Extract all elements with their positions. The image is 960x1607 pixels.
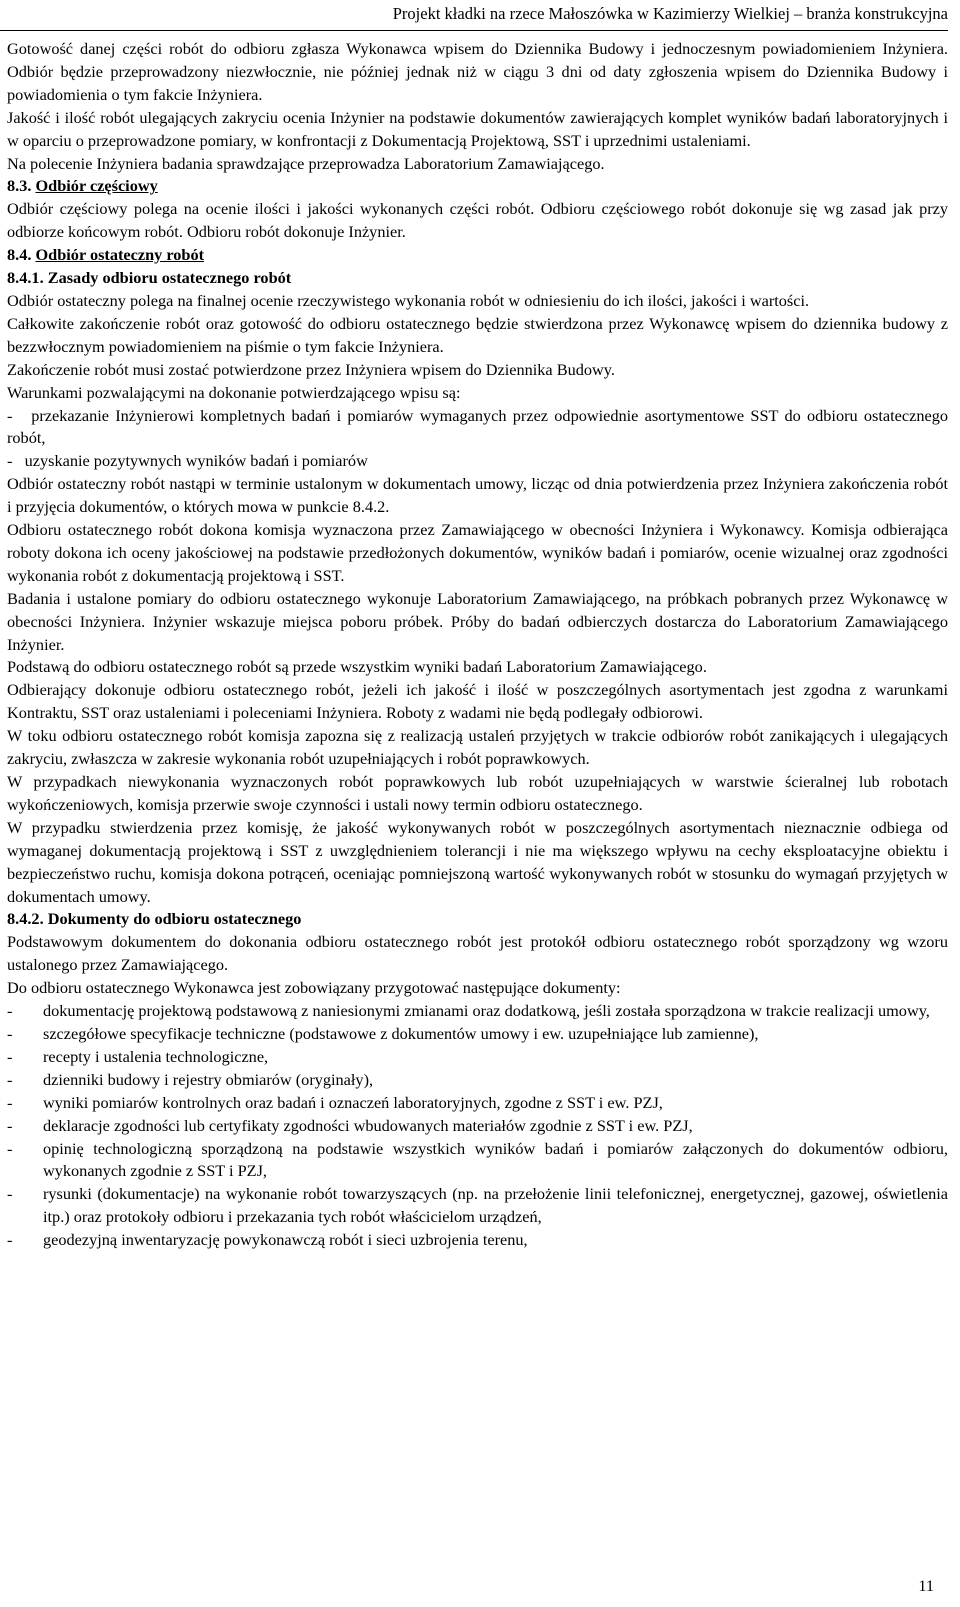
section-heading-8-4-1 [7,267,948,290]
document-list-item: - dzienniki budowy i rejestry obmiarów (oryginały), [7,1069,948,1092]
section-title: Zasady odbioru ostatecznego robót [47,268,292,288]
list-item-text: rysunki (dokumentacje) na wykonanie robót towarzyszących (np. na przełożenie linii telefonicznej, energetycznej, gazowej, oświetlenia itp.) oraz protokoły odbioru i przekazania tych robót właścicielom urządzeń, [43,1184,948,1227]
document-list-item: - deklaracje zgodności lub certyfikaty zgodności wbudowanych materiałów zgodnie z SST i ew. PZJ, [7,1115,948,1138]
paragraph: Badania i ustalone pomiary do odbioru ostatecznego wykonuje Laboratorium Zamawiającego, na próbkach pobranych przez Wykonawcę w obecności Inżyniera. Inżynier wskazuje miejsca poboru próbek. Próby do badań odbierczych dostarcza do Laboratorium Zamawiającego Inżynier. [7,588,948,654]
section-heading-8-3 [7,175,948,198]
section-title: Dokumenty do odbioru ostatecznego [47,909,302,929]
paragraph: Gotowość danej części robót do odbioru zgłasza Wykonawca wpisem do Dziennika Budowy i jednoczesnym powiadomieniem Inżyniera. Odbiór będzie przeprowadzony niezwłocznie, nie później jednak niż w ciągu 3 dni od daty zgłoszenia wpisem do Dziennika Budowy i powiadomienia o tym fakcie Inżyniera. [7,39,948,104]
paragraph: Odbiór ostateczny robót nastąpi w terminie ustalonym w dokumentach umowy, licząc od dnia potwierdzenia przez Inżyniera zakończenia robót i przyjęcia dokumentów, o których mowa w punkcie 8.4.2. [7,474,948,517]
condition-item: - uzyskanie pozytywnych wyników badań i pomiarów [7,451,368,471]
document-list-item: - wyniki pomiarów kontrolnych oraz badań i oznaczeń laboratoryjnych, zgodne z SST i ew. PZJ, [7,1092,948,1115]
list-item-text: deklaracje zgodności lub certyfikaty zgodności wbudowanych materiałów zgodnie z SST i ew. PZJ, [43,1115,693,1135]
paragraph: W toku odbioru ostatecznego robót komisja zapozna się z realizacją ustaleń przyjętych w trakcie odbiorów robót zanikających i ulegających zakryciu, zwłaszcza w zakresie wykonania robót uzupełniających i robót poprawkowych. [7,726,948,769]
list-item-text: dokumentację projektową podstawową z naniesionymi zmianami oraz dodatkową, jeśli została sporządzona w trakcie realizacji umowy, [43,1001,930,1021]
list-item-text: szczegółowe specyfikacje techniczne (podstawowe z dokumentów umowy i ew. uzupełniające lub zamienne), [43,1023,759,1043]
section-number: 8.3. [7,176,32,196]
section-title: Odbiór ostateczny robót [35,245,205,265]
document-list-item: - geodezyjną inwentaryzację powykonawczą robót i sieci uzbrojenia terenu, [7,1229,948,1252]
condition-text: przekazanie Inżynierowi kompletnych badań i pomiarów wymaganych przez odpowiednie asortymentowe SST do odbioru ostatecznego robót, [7,405,948,448]
section-heading-8-4-2 [7,908,948,931]
paragraph: Jakość i ilość robót ulegających zakryciu ocenia Inżynier na podstawie dokumentów zawierających komplet wyników badań laboratoryjnych i w oparciu o przeprowadzone pomiary, w konfrontacji z Dokumentacją Projektową, SST i uprzednimi ustaleniami. [7,107,948,150]
paragraph: Zakończenie robót musi zostać potwierdzone przez Inżyniera wpisem do Dziennika Budowy. [7,359,615,379]
page-header [0,2,948,31]
section-number: 8.4.1. [7,268,44,288]
paragraph: W przypadku stwierdzenia przez komisję, że jakość wykonywanych robót w poszczególnych asortymentach nieznacznie odbiega od wymaganej dokumentacją projektową i SST z uwzględnieniem tolerancji i nie ma większego wpływu na cechy eksploatacyjne obiektu i bezpieczeństwo ruchu, komisja dokona potrąceń, oceniając pomniejszoną wartość wykonywanych robót w stosunku do wymagań przyjętych w dokumentach umowy. [7,817,948,906]
document-list-item: - recepty i ustalenia technologiczne, [7,1046,948,1069]
paragraph: W przypadkach niewykonania wyznaczonych robót poprawkowych lub robót uzupełniających w warstwie ścieralnej lub robotach wykończeniowych, komisja przerwie swoje czynności i ustali nowy termin odbioru ostatecznego. [7,772,948,814]
document-list-item: - opinię technologiczną sporządzoną na podstawie wszystkich wyników badań i pomiarów załączonych do dokumentów odbioru, wykonanych zgodnie z SST i PZJ, [7,1138,948,1184]
paragraph: Odbiór ostateczny polega na finalnej ocenie rzeczywistego wykonania robót w odniesieniu do ich ilości, jakości i wartości. [7,290,810,310]
paragraph: Na polecenie Inżyniera badania sprawdzające przeprowadza Laboratorium Zamawiającego. [7,153,605,173]
paragraph: Odbierający dokonuje odbioru ostatecznego robót, jeżeli ich jakość i ilość w poszczególnych asortymentach jest zgodna z warunkami Kontraktu, SST oraz ustaleniami i poleceniami Inżyniera. Roboty z wadami nie będą podlegały odbiorowi. [7,680,948,723]
paragraph: Do odbioru ostatecznego Wykonawca jest zobowiązany przygotować następujące dokumenty: [7,978,621,998]
document-list-item: - szczegółowe specyfikacje techniczne (podstawowe z dokumentów umowy i ew. uzupełniające lub zamienne), [7,1023,948,1046]
paragraph: Odbioru ostatecznego robót dokona komisja wyznaczona przez Zamawiającego w obecności Inżyniera i Wykonawcy. Komisja odbierająca roboty dokona ich oceny jakościowej na podstawie przedłożonych dokumentów, wyników badań i pomiarów, ocenie wizualnej oraz zgodności wykonania robót z dokumentacją projektową i SST. [7,520,948,585]
document-list-item: - dokumentację projektową podstawową z naniesionymi zmianami oraz dodatkową, jeśli została sporządzona w trakcie realizacji umowy, [7,1000,948,1023]
list-item-text: opinię technologiczną sporządzoną na podstawie wszystkich wyników badań i pomiarów załączonych do dokumentów odbioru, wykonanych zgodnie z SST i PZJ, [43,1138,948,1181]
paragraph: Odbiór częściowy polega na ocenie ilości i jakości wykonanych części robót. Odbioru częściowego robót dokonuje się wg zasad jak przy odbiorze końcowym robót. Odbioru robót dokonuje Inżynier. [7,199,948,242]
paragraph: Warunkami pozwalającymi na dokonanie potwierdzającego wpisu są: [7,382,461,402]
section-title: Odbiór częściowy [35,176,158,196]
section-heading-8-4 [7,244,948,267]
paragraph: Podstawą do odbioru ostatecznego robót są przede wszystkim wyniki badań Laboratorium Zamawiającego. [7,657,707,677]
section-number: 8.4.2. [7,909,44,929]
document-body [7,38,948,1252]
paragraph: Podstawowym dokumentem do dokonania odbioru ostatecznego robót jest protokół odbioru ostatecznego robót sporządzony wg wzoru ustalonego przez Zamawiającego. [7,932,948,975]
list-item-text: dzienniki budowy i rejestry obmiarów (oryginały), [43,1069,374,1089]
list-item-text: geodezyjną inwentaryzację powykonawczą robót i sieci uzbrojenia terenu, [43,1230,528,1250]
document-list-item: - rysunki (dokumentacje) na wykonanie robót towarzyszących (np. na przełożenie linii telefonicznej, energetycznej, gazowej, oświetlenia itp.) oraz protokoły odbioru i przekazania tych robót właścicielom urządzeń, [7,1183,948,1229]
header-title: Projekt kładki na rzece Małoszówka w Kazimierzy Wielkiej – branża konstrukcyjna [392,4,948,23]
list-item-text: recepty i ustalenia technologiczne, [43,1046,269,1066]
page-number: 11 [918,1576,934,1595]
condition-item: - przekazanie Inżynierowi kompletnych badań i pomiarów wymaganych przez odpowiednie asortymentowe SST do odbioru ostatecznego robót, [7,405,948,448]
condition-text: uzyskanie pozytywnych wyników badań i pomiarów [24,451,368,471]
paragraph: Całkowite zakończenie robót oraz gotowość do odbioru ostatecznego będzie stwierdzona przez Wykonawcę wpisem do dziennika budowy z bezzwłocznym powiadomieniem na piśmie o tym fakcie Inżyniera. [7,313,948,356]
list-item-text: wyniki pomiarów kontrolnych oraz badań i oznaczeń laboratoryjnych, zgodne z SST i ew. PZJ, [43,1092,663,1112]
section-number: 8.4. [7,245,32,265]
